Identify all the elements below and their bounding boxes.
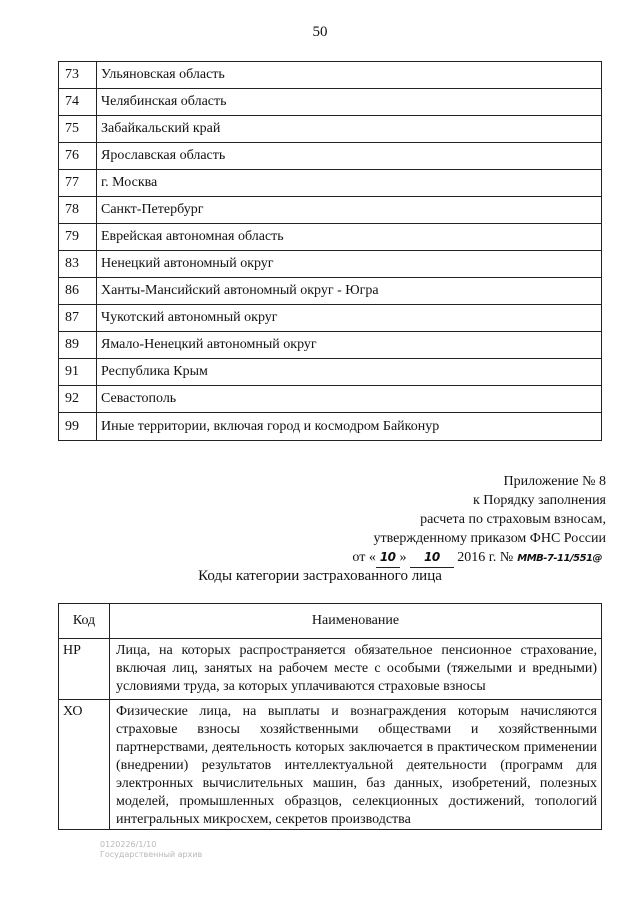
category-code: ХО	[59, 700, 110, 830]
region-name: г. Москва	[97, 170, 602, 197]
section-title: Коды категории застрахованного лица	[198, 568, 442, 584]
codes-header-row	[59, 604, 602, 639]
table-row	[59, 305, 602, 332]
handwritten-day: 10	[376, 548, 400, 568]
region-name: Забайкальский край	[97, 116, 602, 143]
region-name: Ханты-Мансийский автономный округ - Югра	[97, 278, 602, 305]
region-name: Республика Крым	[97, 359, 602, 386]
table-row	[59, 413, 602, 441]
region-code: 92	[59, 386, 97, 413]
category-description: Лица, на которых распространяется обязательное пенсионное страхование, включая лиц, занятых на рабочем месте с особыми (тяжелыми и вредными) условиями труда, за которых уплачиваются страховые взносы	[110, 639, 602, 700]
category-description: Физические лица, на выплаты и вознаграждения которым начисляются страховые взносы хозяйственными обществами и хозяйственными партнерствами, деятельность которых заключается в практическом применении (внедрении) результатов интеллектуальной деятельности (программ для электронных вычислительных машин, баз данных, изобретений, полезных моделей, промышленных образцов, селекционных достижений, топологий интегральных микросхем, секретов производства	[110, 700, 602, 830]
header-code: Код	[59, 604, 110, 639]
region-code: 74	[59, 89, 97, 116]
category-code: НР	[59, 639, 110, 700]
page-number: 50	[312, 24, 328, 40]
archive-stamp-line-2: Государственный архив	[100, 850, 203, 859]
region-name: Чукотский автономный округ	[97, 305, 602, 332]
region-code: 75	[59, 116, 97, 143]
region-name: Севастополь	[97, 386, 602, 413]
region-code: 89	[59, 332, 97, 359]
date-mid: »	[399, 550, 407, 565]
region-code: 78	[59, 197, 97, 224]
region-name: Ненецкий автономный округ	[97, 251, 602, 278]
table-row	[59, 639, 602, 700]
region-name: Ульяновская область	[97, 62, 602, 89]
table-row	[59, 700, 602, 830]
region-code: 79	[59, 224, 97, 251]
archive-stamp-line-1: 0120226/1/10	[100, 840, 157, 849]
appendix-line-2: к Порядку заполнения	[472, 493, 606, 508]
region-name: Ярославская область	[97, 143, 602, 170]
regions-table	[58, 61, 602, 441]
header-name: Наименование	[110, 604, 602, 639]
region-code: 99	[59, 413, 97, 441]
table-row	[59, 359, 602, 386]
table-row	[59, 62, 602, 89]
region-name: Санкт-Петербург	[97, 197, 602, 224]
codes-table	[58, 603, 602, 830]
region-code: 73	[59, 62, 97, 89]
region-name: Еврейская автономная область	[97, 224, 602, 251]
appendix-line-4: утвержденному приказом ФНС России	[373, 531, 606, 546]
table-row	[59, 116, 602, 143]
table-row	[59, 224, 602, 251]
handwritten-order-number: ММВ-7-11/551@	[517, 553, 602, 564]
region-name: Челябинская область	[97, 89, 602, 116]
table-row	[59, 251, 602, 278]
table-row	[59, 89, 602, 116]
region-code: 77	[59, 170, 97, 197]
table-row	[59, 170, 602, 197]
region-code: 87	[59, 305, 97, 332]
table-row	[59, 143, 602, 170]
appendix-title: Приложение № 8	[503, 474, 606, 489]
date-year: 2016 г. №	[457, 550, 514, 565]
region-code: 86	[59, 278, 97, 305]
appendix-header	[352, 472, 606, 568]
region-name: Иные территории, включая город и космодром Байконур	[97, 413, 602, 441]
date-prefix: от «	[352, 550, 376, 565]
region-name: Ямало-Ненецкий автономный округ	[97, 332, 602, 359]
appendix-date-line	[352, 548, 606, 568]
table-row	[59, 386, 602, 413]
region-code: 91	[59, 359, 97, 386]
appendix-line-3: расчета по страховым взносам,	[420, 512, 606, 527]
handwritten-month: 10	[410, 548, 454, 568]
table-row	[59, 278, 602, 305]
table-row	[59, 332, 602, 359]
region-code: 83	[59, 251, 97, 278]
table-row	[59, 197, 602, 224]
region-code: 76	[59, 143, 97, 170]
archive-stamp	[100, 840, 202, 860]
